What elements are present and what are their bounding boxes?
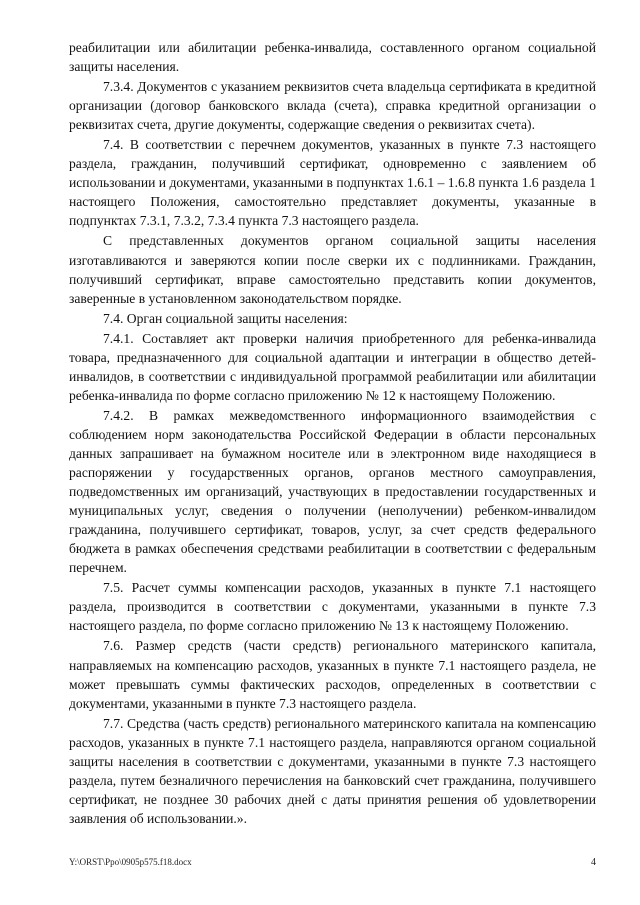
file-path: Y:\ORST\Ppo\0905p575.f18.docx [69,857,192,867]
paragraph-7-5: 7.5. Расчет суммы компенсации расходов, указанных в пункте 7.1 настоящего раздела, производится в соответствии с документами, указанными в пункте 7.3 настоящего раздела, по форме согласно приложению № 13 к настоящему Положению. [69,580,596,634]
paragraph-7-6: 7.6. Размер средств (части средств) регионального материнского капитала, направляемых на компенсацию расходов, указанных в пункте 7.1 настоящего раздела, не может превышать суммы фактических расходов, определенных в соответствии с документами, указанными в пункте 7.3 настоящего раздела. [69,638,596,711]
paragraph-7-4-2: 7.4.2. В рамках межведомственного информационного взаимодействия с соблюдением норм законодательства Российской Федерации в области персональных данных запрашивает на бумажном носителе или в электронном виде находящиеся в распоряжении у государственных органов, органов местного самоуправления, подведомственных им организаций, участвующих в предоставлении государственных и муниципальных услуг, сведения о получении (неполучении) ребенком-инвалидом гражданина, получившего сертификат, товаров, услуг, за счет средств федерального бюджета в рамках обеспечения средствами реабилитации в соответствии с федеральным перечнем. [69,407,596,576]
paragraph-7-4-1: 7.4.1. Составляет акт проверки наличия приобретенного для ребенка-инвалида товара, предназначенного для социальной адаптации и интеграции в общество детей-инвалидов, в соответствии с индивидуальной программой реабилитации или абилитации ребенка-инвалида по форме согласно приложению № 12 к настоящему Положению. [69,330,596,403]
paragraph-7-4-organ: 7.4. Орган социальной защиты населения: [103,310,348,326]
paragraph-7-4: 7.4. В соответствии с перечнем документов, указанных в пункте 7.3 настоящего раздела, гражданин, получивший сертификат, одновременно с заявлением об использовании и документами, указанными в подпунктах 1.6.1 – 1.6.8 пункта 1.6 раздела 1 настоящего Положения, самостоятельно представляет документы, указанные в подпунктах 7.3.1, 7.3.2, 7.3.4 пункта 7.3 настоящего раздела. [69,137,597,229]
paragraph-7-3-4: 7.3.4. Документов с указанием реквизитов счета владельца сертификата в кредитной организации (договор банковского вклада (счета), справка кредитной организации о реквизитах счета, другие документы, содержащие сведения о реквизитах счета). [69,79,596,133]
document-body [69,38,596,829]
paragraph-copies: С представленных документов органом социальной защиты населения изготавливаются и заверяются копии после сверки их с подлинниками. Гражданин, получивший сертификат, вправе самостоятельно представить копии документов, заверенные в установленном законодательством порядке. [69,233,596,306]
page-number: 4 [591,857,596,868]
paragraph-7-7: 7.7. Средства (часть средств) регионального материнского капитала на компенсацию расходов, указанных в пункте 7.1 настоящего раздела, направляются органом социальной защиты населения в соответствии с документами, указанными в пункте 7.3 настоящего раздела, путем безналичного перечисления на банковский счет гражданина, получившего сертификат, не позднее 30 рабочих дней с даты принятия решения об удовлетворении заявления об использовании.». [69,715,596,826]
paragraph-0: реабилитации или абилитации ребенка-инвалида, составленного органом социальной защиты населения. [69,40,596,75]
